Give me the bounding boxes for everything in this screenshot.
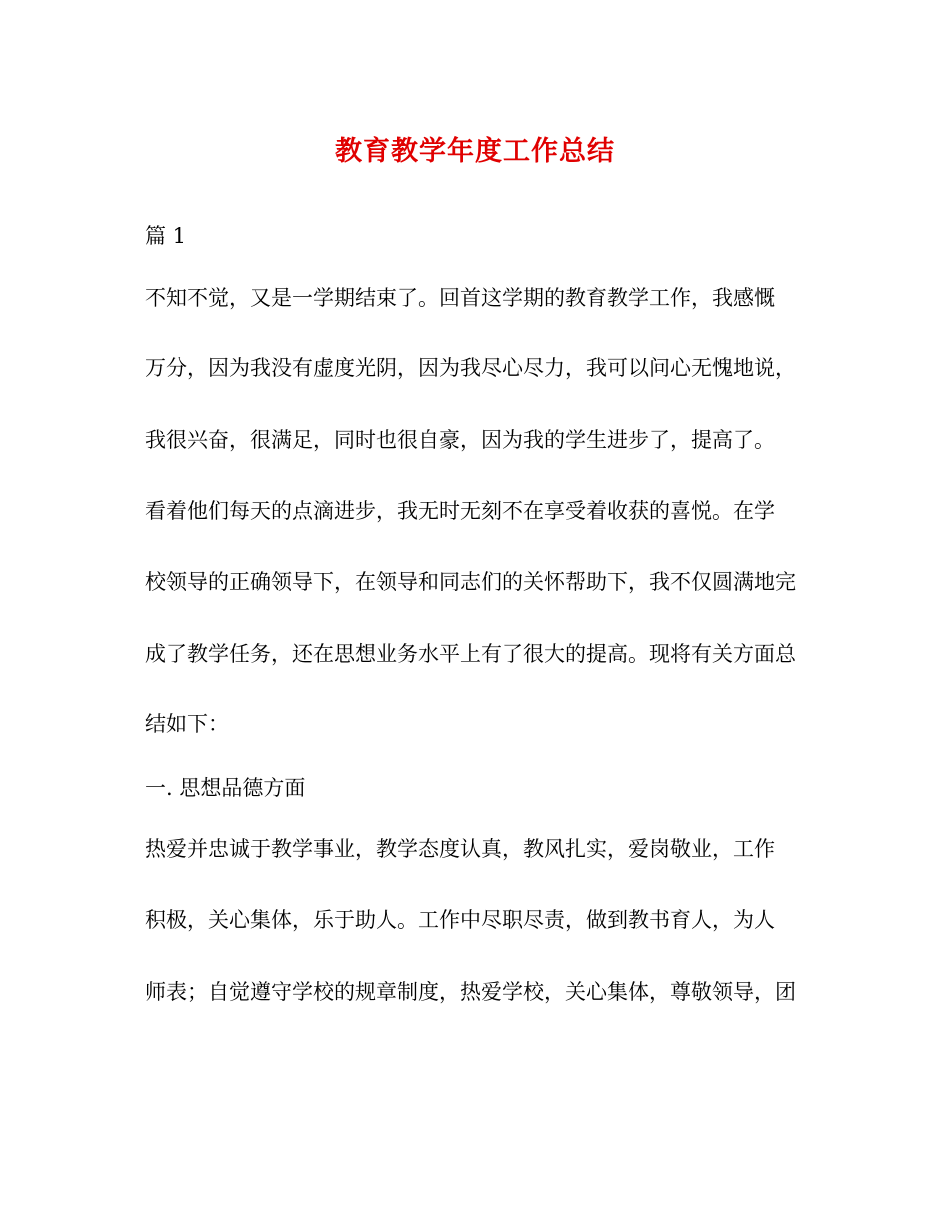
body-line: 我很兴奋，很满足，同时也很自豪，因为我的学生进步了，提高了。 bbox=[145, 428, 775, 452]
body-line: 积极，关心集体，乐于助人。工作中尽职尽责，做到教书育人，为人 bbox=[145, 908, 775, 932]
document-title: 教育教学年度工作总结 bbox=[335, 136, 615, 167]
body-line: 结如下： bbox=[145, 712, 229, 736]
body-line: 热爱并忠诚于教学事业，教学态度认真，教风扎实，爱岗敬业，工作 bbox=[145, 837, 775, 861]
body-line: 师表；自觉遵守学校的规章制度，热爱学校，关心集体，尊敬领导，团 bbox=[145, 980, 796, 1004]
body-line: 万分，因为我没有虚度光阴，因为我尽心尽力，我可以问心无愧地说， bbox=[145, 356, 796, 380]
section-label: 篇 1 bbox=[145, 224, 187, 248]
body-line: 成了教学任务，还在思想业务水平上有了很大的提高。现将有关方面总 bbox=[145, 642, 796, 666]
body-line: 不知不觉，又是一学期结束了。回首这学期的教育教学工作，我感慨 bbox=[145, 286, 775, 310]
section-heading: 一. 思想品德方面 bbox=[145, 776, 306, 800]
body-line: 看着他们每天的点滴进步，我无时无刻不在享受着收获的喜悦。在学 bbox=[145, 499, 775, 523]
body-line: 校领导的正确领导下，在领导和同志们的关怀帮助下，我不仅圆满地完 bbox=[145, 570, 796, 594]
